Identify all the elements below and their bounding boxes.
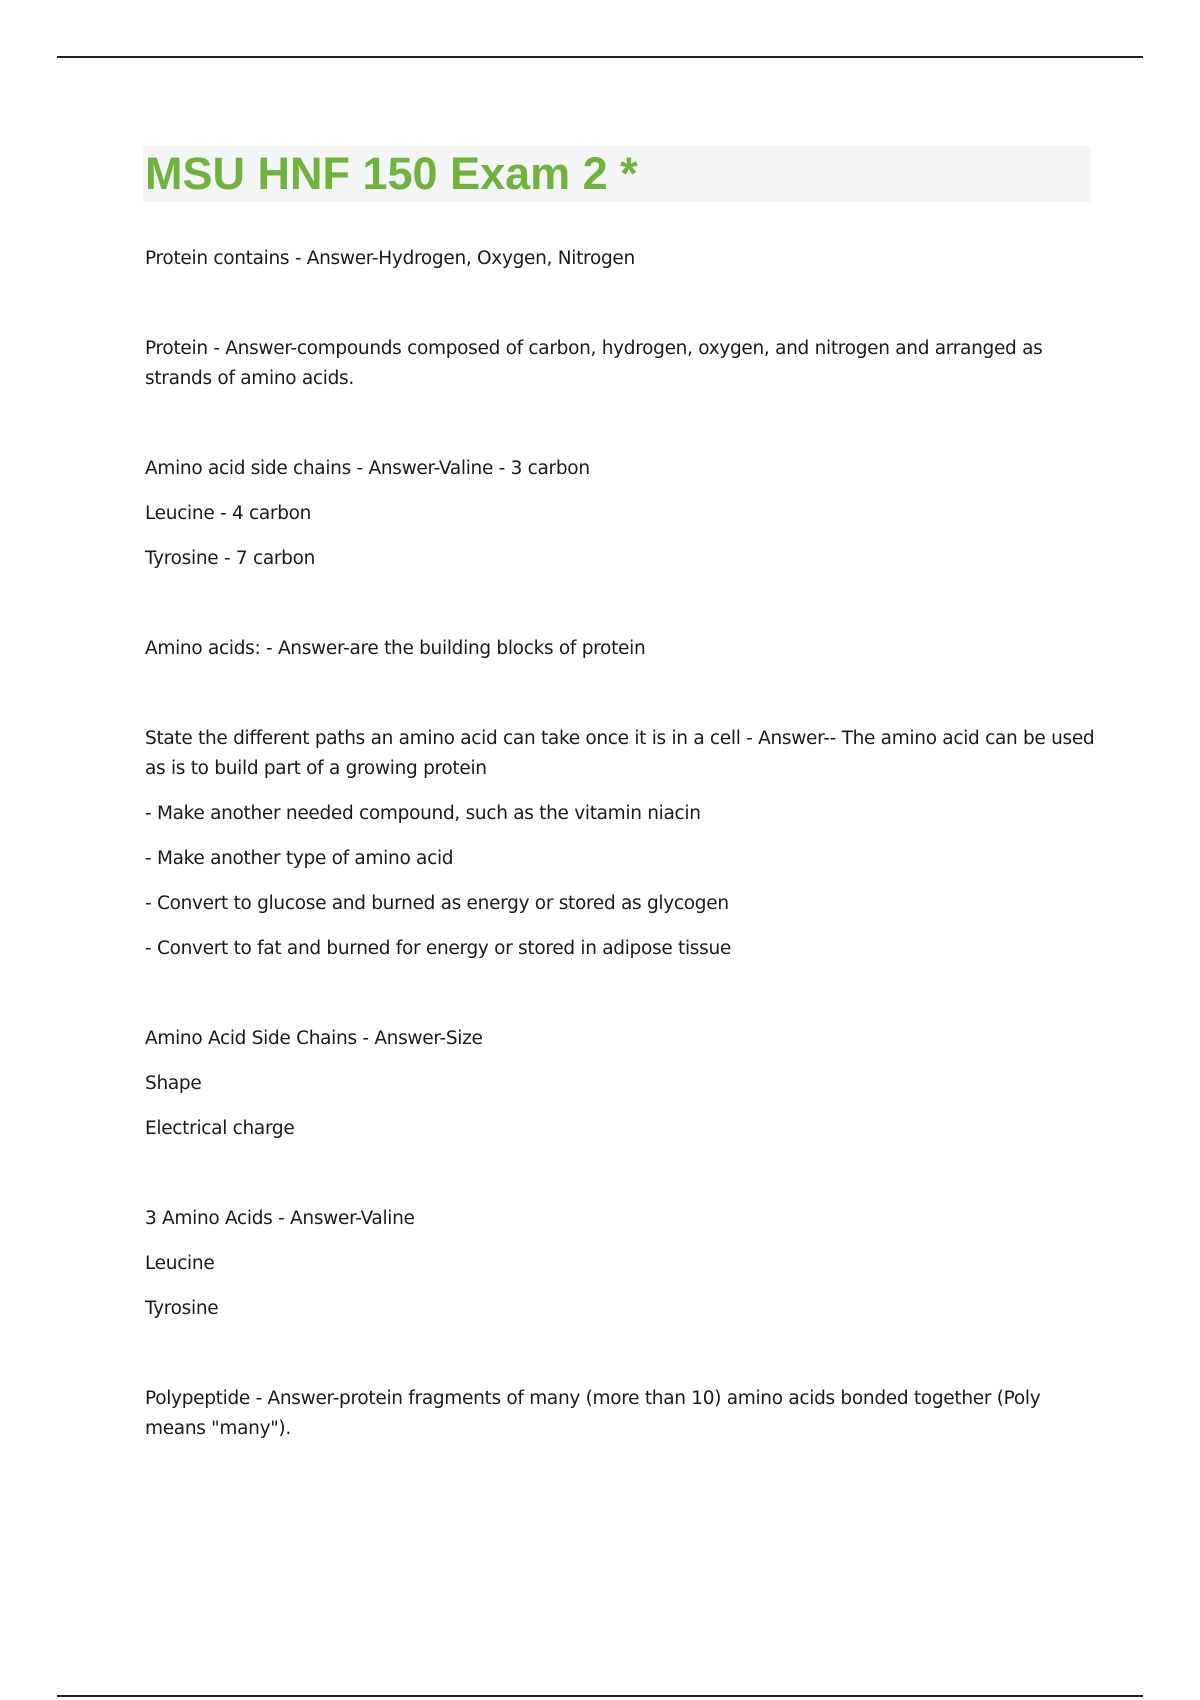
entry-line: Tyrosine (145, 1298, 219, 1319)
footer-rule (57, 1695, 1143, 1697)
qa-entry (145, 454, 1100, 574)
qa-entry (145, 244, 1100, 274)
qa-entry (145, 634, 1100, 664)
entry-line: State the different paths an amino acid can take once it is in a cell - Answer-- The amino acid can be used as is to build part of a growing protein (145, 728, 1095, 779)
entry-line: Leucine - 4 carbon (145, 503, 312, 524)
entry-line: - Make another type of amino acid (145, 848, 454, 869)
entry-line: - Make another needed compound, such as the vitamin niacin (145, 803, 701, 824)
qa-entry (145, 1024, 1100, 1144)
qa-entry (145, 1384, 1100, 1444)
header-rule (57, 56, 1143, 58)
entry-line: Tyrosine - 7 carbon (145, 548, 316, 569)
entry-line: - Convert to glucose and burned as energy or stored as glycogen (145, 893, 729, 914)
entry-line: Polypeptide - Answer-protein fragments of many (more than 10) amino acids bonded together (Poly means "many"). (145, 1388, 1041, 1439)
document-title: MSU HNF 150 Exam 2 * (145, 148, 638, 199)
qa-entry (145, 724, 1100, 964)
document-body (145, 244, 1100, 1444)
qa-entry (145, 1204, 1100, 1324)
entry-line: Shape (145, 1073, 202, 1094)
entry-line: - Convert to fat and burned for energy or stored in adipose tissue (145, 938, 731, 959)
entry-line: 3 Amino Acids - Answer-Valine (145, 1208, 415, 1229)
entry-line: Electrical charge (145, 1118, 295, 1139)
entry-line: Protein - Answer-compounds composed of carbon, hydrogen, oxygen, and nitrogen and arranged as strands of amino acids. (145, 338, 1043, 389)
entry-line: Amino acid side chains - Answer-Valine - 3 carbon (145, 458, 590, 479)
entry-line: Leucine (145, 1253, 215, 1274)
qa-entry (145, 334, 1100, 394)
entry-line: Amino acids: - Answer-are the building blocks of protein (145, 638, 646, 659)
entry-line: Protein contains - Answer-Hydrogen, Oxygen, Nitrogen (145, 248, 635, 269)
entry-line: Amino Acid Side Chains - Answer-Size (145, 1028, 483, 1049)
